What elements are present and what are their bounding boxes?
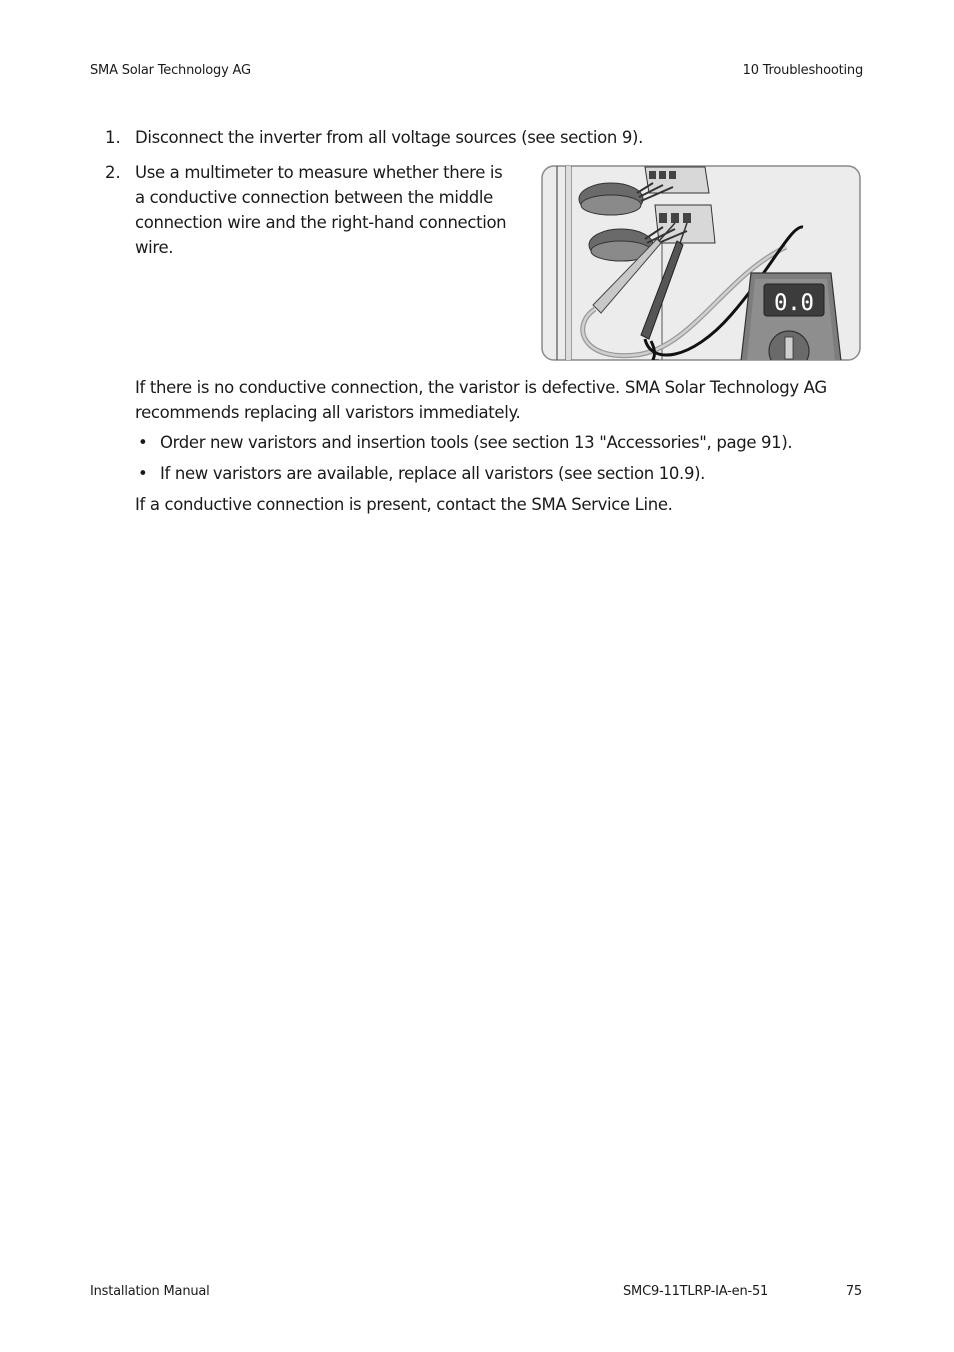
step-2-number: 2. xyxy=(105,163,121,182)
closing-paragraph: If a conductive connection is present, contact the SMA Service Line. xyxy=(135,495,673,514)
header-section: 10 Troubleshooting xyxy=(742,63,863,78)
footer-doc-id: SMC9-11TLRP-IA-en-51 xyxy=(623,1284,769,1299)
footer-manual-title: Installation Manual xyxy=(90,1284,210,1299)
multimeter-display-reading: 0.0 xyxy=(774,291,814,316)
multimeter-illustration xyxy=(541,165,861,361)
step-2-text: Use a multimeter to measure whether there is a conductive connection between the middle connection wire and the right-hand connection wire. xyxy=(135,163,507,257)
step-1-text: Disconnect the inverter from all voltage sources (see section 9). xyxy=(135,128,643,147)
page-number: 75 xyxy=(845,1284,862,1299)
step-1-number: 1. xyxy=(105,128,121,147)
header-company: SMA Solar Technology AG xyxy=(90,63,251,78)
bullet-marker: • xyxy=(138,464,148,483)
result-paragraph: If there is no conductive connection, the varistor is defective. SMA Solar Technology AG recommends replacing all varistors immediately. xyxy=(135,378,827,422)
bullet-marker: • xyxy=(138,433,148,452)
bullet-item-order: Order new varistors and insertion tools (see section 13 "Accessories", page 91). xyxy=(160,433,793,452)
bullet-item-replace: If new varistors are available, replace all varistors (see section 10.9). xyxy=(160,464,706,483)
